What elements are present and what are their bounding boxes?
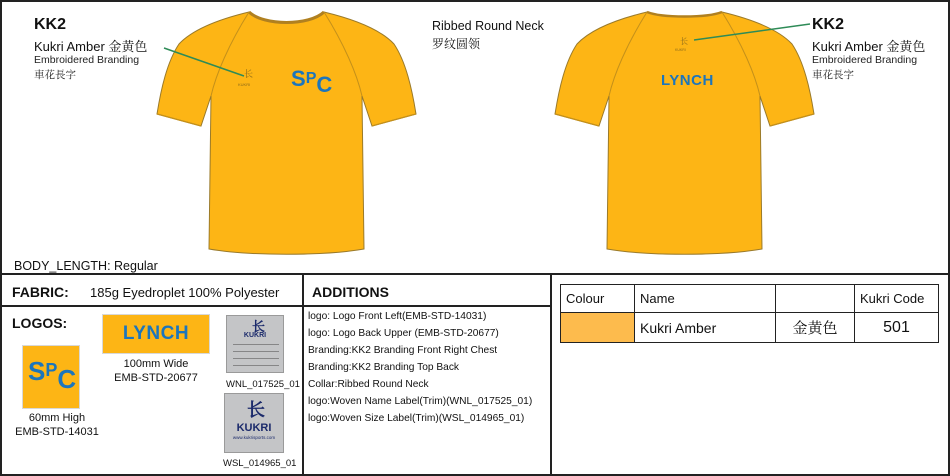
colour-table [560, 284, 939, 343]
addition-item: Branding:KK2 Branding Top Back [308, 362, 460, 373]
back-kk-code: KK2 [812, 16, 845, 33]
svg-text:长: 长 [244, 69, 254, 79]
header-blank [776, 285, 855, 313]
size-label-url: www.kukrisports.com [232, 435, 276, 440]
size-label-brand: KUKRI [236, 422, 272, 434]
header-kukri-code: Kukri Code [855, 285, 939, 313]
table-row [561, 313, 939, 343]
addition-item: logo:Woven Name Label(Trim)(WNL_017525_01) [308, 396, 533, 407]
addition-item: Collar:Ribbed Round Neck [308, 379, 429, 390]
kukri-code-cell: 501 [855, 313, 939, 343]
front-branding-cn: 車花長字 [34, 69, 76, 81]
spc-logo-code: EMB-STD-14031 [15, 426, 99, 438]
spc-logo-swatch [22, 345, 80, 409]
kukri-name-label-icon [227, 316, 285, 374]
fabric-title: FABRIC: [12, 284, 69, 300]
lynch-logo-text: LYNCH [122, 323, 190, 344]
colour-name-cn-cell: 金黄色 [776, 313, 855, 343]
svg-text:KUKRI: KUKRI [675, 48, 686, 52]
back-upper-logo: LYNCH [661, 72, 714, 89]
front-kk-colour: Kukri Amber 金黄色 [34, 39, 148, 54]
addition-item: logo:Woven Size Label(Trim)(WSL_014965_01) [308, 413, 525, 424]
woven-name-label-swatch [226, 315, 284, 373]
spc-logo-text: SPC [28, 356, 77, 394]
svg-text:长: 长 [247, 400, 265, 420]
woven-size-label-code: WSL_014965_01 [223, 458, 297, 469]
lynch-logo-code: EMB-STD-20677 [114, 372, 198, 384]
back-kk-colour: Kukri Amber 金黄色 [812, 39, 926, 54]
additions-list [308, 308, 556, 427]
front-chest-logo: SPC [291, 66, 333, 97]
left-column-divider [302, 273, 304, 474]
header-colour: Colour [561, 285, 635, 313]
header-name: Name [635, 285, 776, 313]
name-label-brand: KUKRI [243, 332, 267, 339]
fabric-value: 185g Eyedroplet 100% Polyester [90, 285, 280, 300]
body-length: BODY_LENGTH: Regular [14, 259, 158, 273]
svg-text:长: 长 [680, 37, 688, 46]
top-divider [2, 273, 948, 275]
colour-swatch-cell [561, 313, 635, 343]
addition-item: Branding:KK2 Branding Front Right Chest [308, 345, 498, 356]
additions-title: ADDITIONS [312, 284, 389, 300]
colour-table-header [561, 285, 939, 313]
spc-logo-size: 60mm High [28, 412, 86, 424]
back-branding-type: Embroidered Branding [812, 54, 918, 66]
woven-name-label-code: WNL_017525_01 [226, 379, 300, 390]
neck-label-cn: 罗纹圆领 [432, 37, 481, 51]
front-branding-type: Embroidered Branding [34, 54, 140, 66]
woven-size-label-swatch [224, 393, 284, 453]
fabric-divider [2, 305, 304, 307]
branding-pointer-lines [4, 4, 950, 274]
addition-item: logo: Logo Front Left(EMB-STD-14031) [308, 311, 487, 322]
neck-label: Ribbed Round Neck [432, 19, 544, 33]
lynch-logo-swatch [102, 314, 210, 354]
addition-item: logo: Logo Back Upper (EMB-STD-20677) [308, 328, 499, 339]
back-branding-cn: 車花長字 [812, 69, 854, 81]
svg-text:KUKRI: KUKRI [238, 82, 251, 87]
svg-text:长: 长 [252, 319, 266, 334]
colour-name-cell: Kukri Amber [635, 313, 776, 343]
lynch-logo-size: 100mm Wide [123, 358, 189, 370]
logos-title: LOGOS: [12, 315, 68, 331]
additions-divider [304, 305, 552, 307]
front-kk-code: KK2 [34, 16, 67, 33]
garment-view-area [4, 4, 950, 274]
